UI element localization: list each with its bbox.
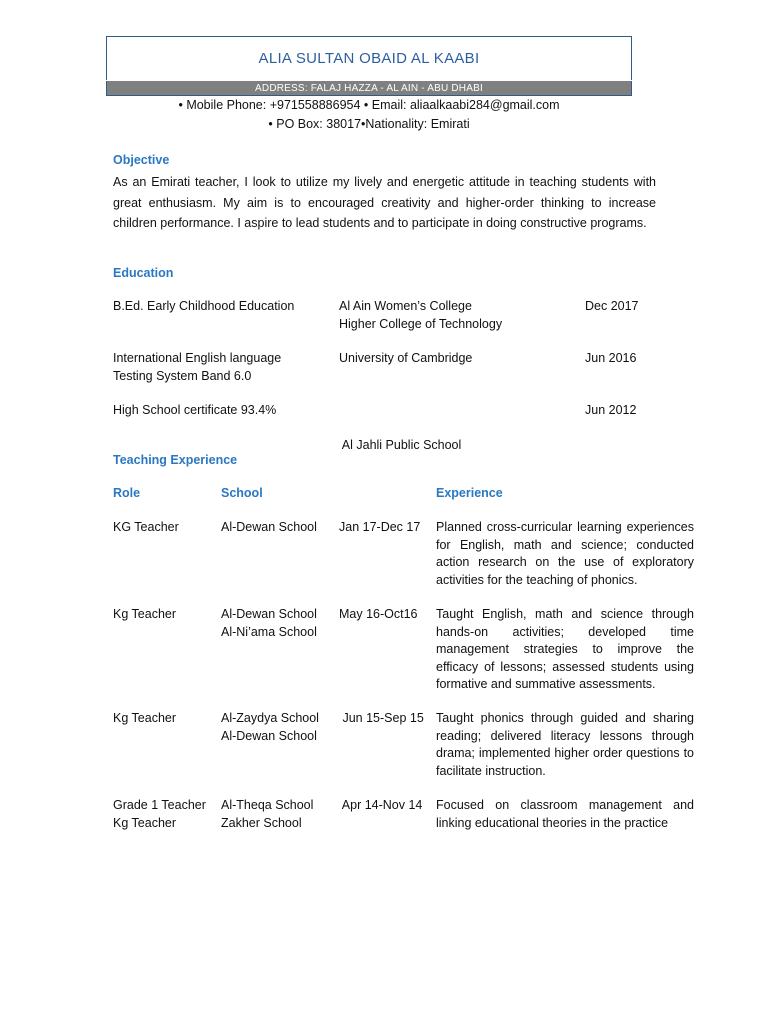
address-bar: ADDRESS: FALAJ HAZZA - AL AIN - ABU DHABI <box>106 81 632 96</box>
experience-school-line: Al-Dewan School <box>221 607 317 621</box>
resume-name: ALIA SULTAN OBAID AL KAABI <box>106 36 632 80</box>
experience-school-line: Al-Dewan School <box>221 520 317 534</box>
education-date: Jun 2016 <box>585 351 637 365</box>
experience-role-line: Kg Teacher <box>113 607 177 621</box>
experience-school <box>221 710 319 745</box>
column-header-experience: Experience <box>436 486 503 500</box>
education-institution <box>339 298 502 333</box>
experience-description: Focused on classroom management and linking educational theories in the practice <box>436 798 694 830</box>
experience-description: Taught English, math and science through hands-on activities; developed time management strategies to improve the efficacy of lessons; assessed students using formative and summative assessments. <box>436 607 694 691</box>
experience-role <box>113 710 176 728</box>
experience-school <box>221 797 313 832</box>
experience-role-line: Kg Teacher <box>113 815 177 830</box>
education-degree <box>113 402 276 420</box>
education-date: Jun 2012 <box>585 403 637 417</box>
experience-dates: Jun 15-Sep 15 <box>339 711 424 725</box>
education-degree-line: B.Ed. Early Childhood Education <box>113 299 295 313</box>
experience-role-line: Kg Teacher <box>113 711 177 725</box>
experience-role <box>113 519 179 537</box>
column-header-role: Role <box>113 486 141 500</box>
education-degree <box>113 350 281 385</box>
education-degree-line: Testing System Band 6.0 <box>113 368 252 383</box>
experience-role-line: Grade 1 Teacher <box>113 798 206 812</box>
education-degree-line: High School certificate 93.4% <box>113 403 277 417</box>
education-institution <box>339 350 472 368</box>
education-heading: Education <box>113 266 174 280</box>
contact-line-phone-email: • Mobile Phone: +971558886954 • Email: aliaalkaabi284@gmail.com <box>178 98 560 112</box>
education-degree <box>113 298 294 316</box>
column-header-school: School <box>221 486 263 500</box>
experience-description: Planned cross-curricular learning experiences for English, math and science; conducted action research on the use of exploratory activities for the teaching of phonics. <box>436 520 694 587</box>
experience-school <box>221 519 317 537</box>
experience-role <box>113 797 206 832</box>
experience-school-line: Al-Dewan School <box>221 728 317 743</box>
education-institution-line: Al Jahli Public School <box>339 438 462 452</box>
experience-dates: Jan 17-Dec 17 <box>339 520 421 534</box>
education-institution-line: University of Cambridge <box>339 351 473 365</box>
experience-school <box>221 606 317 641</box>
education-institution-line: Al Ain Women’s College <box>339 299 472 313</box>
objective-text: As an Emirati teacher, I look to utilize my lively and energetic attitude in teaching students with great enthusiasm. My aim is to encouraged creativity and higher-order thinking to increase children performance. I aspire to lead students and to participate in doing constructive programs. <box>113 175 656 230</box>
experience-description: Taught phonics through guided and sharing reading; delivered literacy lessons through drama; implemented higher order questions to facilitate instruction. <box>436 711 694 778</box>
education-date: Dec 2017 <box>585 299 639 313</box>
education-degree-line: International English language <box>113 351 282 365</box>
experience-dates: May 16-Oct16 <box>339 607 418 621</box>
experience-role <box>113 606 176 624</box>
experience-role-line: KG Teacher <box>113 520 179 534</box>
objective-heading: Objective <box>113 153 170 167</box>
education-institution <box>339 402 461 490</box>
experience-school-line: Al-Zaydya School <box>221 711 319 725</box>
contact-line-pobox-nationality: • PO Box: 38017•Nationality: Emirati <box>268 117 470 131</box>
education-institution-line: Higher College of Technology <box>339 316 503 331</box>
experience-school-line: Al-Ni’ama School <box>221 624 317 639</box>
experience-dates: Apr 14-Nov 14 <box>339 798 423 812</box>
teaching-experience-heading: Teaching Experience <box>113 453 238 467</box>
experience-school-line: Al-Theqa School <box>221 798 314 812</box>
experience-school-line: Zakher School <box>221 815 302 830</box>
